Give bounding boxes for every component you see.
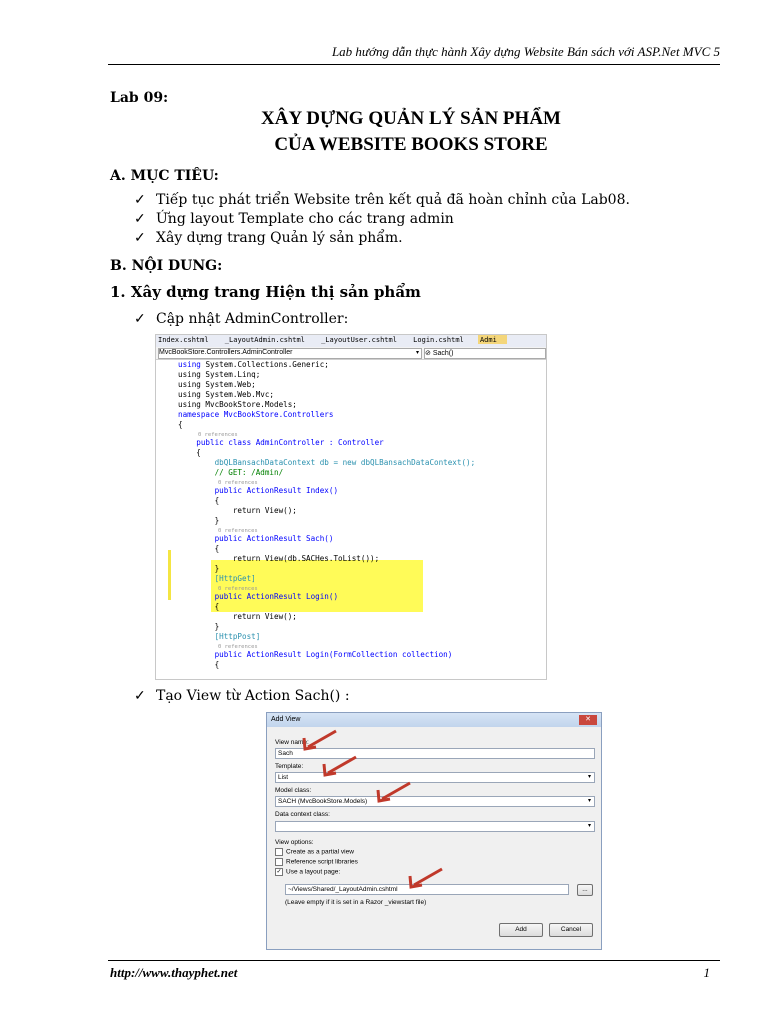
page-number: 1 [703, 965, 710, 980]
layout-page-checkbox[interactable]: ✓ Use a layout page: [276, 868, 341, 876]
lab-label: Lab 09: [110, 90, 169, 106]
check-icon: ✓ [134, 192, 146, 208]
objective-item: ✓ Xây dựng trang Quản lý sản phẩm. [134, 230, 403, 246]
model-class-label: Model class: [275, 787, 312, 794]
cancel-button[interactable]: Cancel [549, 923, 593, 937]
code-line: } [178, 564, 220, 573]
code-reference: 0 references [218, 644, 258, 650]
member-dropdown[interactable]: ⊘ Sach() [424, 348, 546, 359]
code-line: { [178, 544, 220, 553]
page-header: Lab hướng dẫn thực hành Xây dựng Website Bán sách với ASP.Net MVC 5 [331, 44, 720, 59]
chevron-down-icon: ▾ [415, 350, 419, 356]
footer-divider [108, 960, 720, 961]
code-line: { [178, 420, 183, 429]
annotation-arrow-icon [406, 866, 446, 890]
document-title-line1: XÂY DỰNG QUẢN LÝ SẢN PHẨM [261, 108, 561, 129]
code-line: namespace MvcBookStore.Controllers [178, 410, 334, 419]
browse-button[interactable]: ... [577, 884, 593, 896]
view-name-input[interactable]: Sach [275, 748, 595, 759]
code-reference: 0 references [218, 586, 258, 592]
chevron-down-icon: ▾ [587, 798, 591, 804]
check-icon: ✓ [134, 688, 146, 704]
chevron-down-icon: ▾ [587, 774, 591, 780]
dialog-titlebar [267, 713, 601, 727]
data-context-label: Data context class: [275, 811, 330, 818]
objective-item: ✓ Ứng layout Template cho các trang admin [134, 211, 454, 227]
step-item: ✓ Cập nhật AdminController: [134, 311, 349, 327]
check-icon: ✓ [134, 230, 146, 246]
code-line: using MvcBookStore.Models; [178, 400, 297, 409]
layout-hint: (Leave empty if it is set in a Razor _viewstart file) [285, 899, 427, 906]
editor-navbar [156, 347, 546, 360]
annotation-arrow-icon [374, 780, 414, 804]
close-icon[interactable]: ✕ [579, 715, 597, 725]
section-a-heading: A. MỤC TIÊU: [110, 168, 219, 184]
annotation-arrow-icon [320, 754, 360, 778]
template-label: Template: [275, 763, 304, 770]
add-button[interactable]: Add [499, 923, 543, 937]
data-context-select[interactable] [275, 821, 595, 832]
code-line: public ActionResult Sach() [178, 534, 334, 543]
code-line: { [178, 496, 220, 505]
model-class-select[interactable]: SACH (MvcBookStore.Models) ▾ [275, 796, 595, 807]
editor-tabs [156, 335, 546, 347]
tab-index[interactable]: Index.cshtml [158, 336, 209, 344]
code-line: public ActionResult Login(FormCollection collection) [178, 650, 453, 659]
code-line: return View(); [178, 506, 297, 515]
code-reference: 0 references [218, 528, 258, 534]
code-comment: // GET: /Admin/ [178, 468, 284, 477]
code-line: public class AdminController : Controller [178, 438, 384, 447]
code-line: return View(); [178, 612, 297, 621]
code-line: } [178, 622, 220, 631]
view-name-label: View name: [275, 739, 309, 746]
partial-view-checkbox[interactable]: Create as a partial view [275, 848, 354, 856]
footer-url[interactable]: http://www.thayphet.net [110, 965, 238, 980]
method-icon: ⊘ [425, 350, 433, 357]
step-item: ✓ Tạo View từ Action Sach() : [134, 688, 350, 704]
dialog-title: Add View [271, 716, 301, 723]
code-line: { [178, 602, 220, 611]
tab-admin[interactable]: Admi [478, 335, 507, 344]
heading-1: 1. Xây dựng trang Hiện thị sản phẩm [110, 283, 421, 301]
class-dropdown[interactable]: MvcBookStore.Controllers.AdminController ▾ [158, 348, 422, 359]
code-line: using System.Collections.Generic; [178, 360, 329, 369]
chevron-down-icon: ▾ [587, 823, 591, 829]
tab-layout-admin[interactable]: _LayoutAdmin.cshtml [224, 336, 305, 344]
code-line: [HttpGet] [178, 574, 256, 583]
code-editor-screenshot [155, 334, 547, 680]
code-line: { [178, 448, 201, 457]
code-line: { [178, 660, 220, 669]
code-line: using System.Web; [178, 380, 256, 389]
checkbox-icon [275, 848, 283, 856]
tab-layout-user[interactable]: _LayoutUser.cshtml [321, 336, 397, 344]
tab-login[interactable]: Login.cshtml [413, 336, 464, 344]
script-libraries-checkbox[interactable]: Reference script libraries [275, 858, 358, 866]
code-line: public ActionResult Index() [178, 486, 339, 495]
template-select[interactable]: List ▾ [275, 772, 595, 783]
view-options-label: View options: [275, 839, 314, 846]
code-reference: 0 references [198, 432, 238, 438]
change-margin [168, 550, 171, 600]
code-line: dbQLBansachDataContext db = new dbQLBansachDataContext(); [178, 458, 476, 467]
code-reference: 0 references [218, 480, 258, 486]
code-line: return View(db.SACHes.ToList()); [178, 554, 380, 563]
layout-path-input[interactable]: ~/Views/Shared/_LayoutAdmin.cshtml [285, 884, 569, 895]
section-b-heading: B. NỘI DUNG: [110, 258, 223, 274]
code-line: using System.Linq; [178, 370, 261, 379]
checked-icon: ✓ [276, 869, 282, 875]
checkbox-icon [275, 858, 283, 866]
code-line: } [178, 516, 220, 525]
code-line: [HttpPost] [178, 632, 261, 641]
check-icon: ✓ [134, 211, 146, 227]
annotation-arrow-icon [300, 728, 340, 752]
objective-item: ✓ Tiếp tục phát triển Website trên kết quả đã hoàn chỉnh của Lab08. [134, 192, 630, 208]
code-line: using System.Web.Mvc; [178, 390, 275, 399]
check-icon: ✓ [134, 311, 146, 327]
header-divider [108, 64, 720, 65]
code-line: public ActionResult Login() [178, 592, 339, 601]
document-title-line2: CỦA WEBSITE BOOKS STORE [274, 134, 548, 155]
